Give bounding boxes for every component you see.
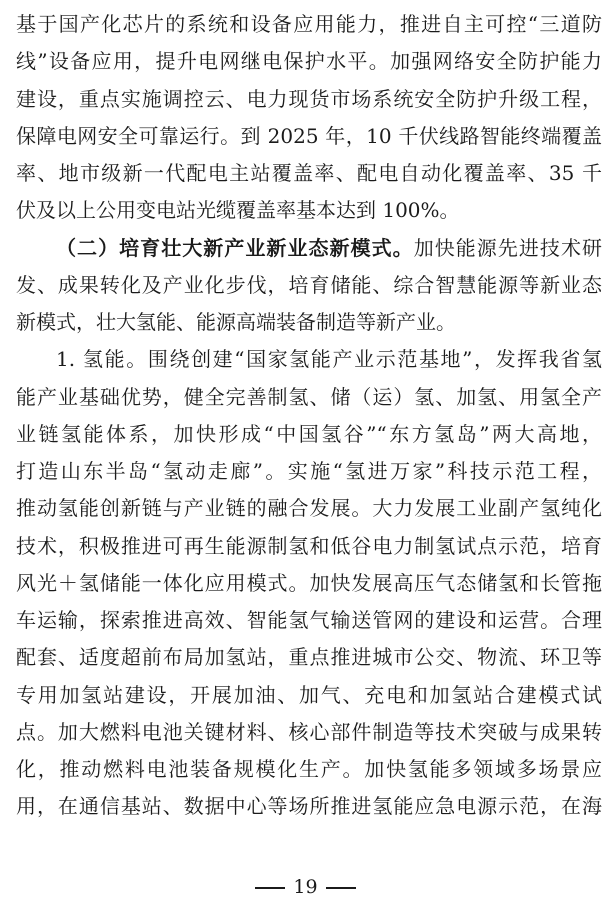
- page-number-dash-right: [326, 887, 356, 889]
- text-line: 新模式，壮大氢能、能源高端装备制造等新产业。: [16, 310, 456, 334]
- text-line: 伏及以上公用变电站光缆覆盖率基本达到 100%。: [16, 198, 460, 223]
- text-line: 点。加大燃料电池关键材料、核心部件制造等技术突破与成果转: [16, 719, 602, 744]
- text-line: 专用加氢站建设，开展加油、加气、充电和加氢站合建模式试: [16, 682, 602, 707]
- text-line: 线”设备应用，提升电网继电保护水平。加强网络安全防护能力: [16, 49, 602, 74]
- section-heading-line: [16, 230, 602, 267]
- text-line: 能产业基础优势，健全完善制氢、储（运）氢、加氢、用氢全产: [16, 384, 602, 409]
- text-line: 基于国产化芯片的系统和设备应用能力，推进自主可控“三道防: [16, 12, 602, 36]
- item-heading-line: 1. 氢能。围绕创建“国家氢能产业示范基地”，发挥我省氢: [56, 347, 602, 372]
- body-text: [16, 6, 602, 826]
- text-line: 发、成果转化及产业化步伐，培育储能、综合智慧能源等新业态: [16, 272, 602, 297]
- text-line: 保障电网安全可靠运行。到 2025 年，10 千伏线路智能终端覆盖: [16, 123, 602, 148]
- text-line: 业链氢能体系，加快形成“中国氢谷”“东方氢岛”两大高地，: [16, 421, 602, 446]
- text-line: 打造山东半岛“氢动走廊”。实施“氢进万家”科技示范工程，: [16, 459, 602, 483]
- text-line: 用，在通信基站、数据中心等场所推进氢能应急电源示范，在海: [16, 794, 602, 819]
- section-heading: （二）培育壮大新产业新业态新模式。: [56, 235, 414, 260]
- text-line: 车运输，探索推进高效、智能氢气输送管网的建设和运营。合理: [16, 608, 602, 632]
- page-number: [0, 876, 611, 898]
- text-line: 风光＋氢储能一体化应用模式。加快发展高压气态储氢和长管拖: [16, 570, 602, 595]
- page-number-value: 19: [293, 876, 318, 898]
- text-line: 建设，重点实施调控云、电力现货市场系统安全防护升级工程，: [16, 86, 602, 111]
- text-line: 推动氢能创新链与产业链的融合发展。大力发展工业副产氢纯化: [16, 496, 602, 521]
- text-line: 化，推动燃料电池装备规模化生产。加快氢能多领域多场景应: [16, 757, 602, 781]
- section-heading-rest: 加快能源先进技术研: [413, 235, 603, 260]
- text-line: 技术，积极推进可再生能源制氢和低谷电力制氢试点示范，培育: [16, 533, 602, 558]
- text-line: 配套、适度超前布局加氢站，重点推进城市公交、物流、环卫等: [16, 645, 602, 670]
- text-line: 率、地市级新一代配电主站覆盖率、配电自动化覆盖率、35 千: [16, 161, 602, 185]
- page-number-dash-left: [255, 887, 285, 889]
